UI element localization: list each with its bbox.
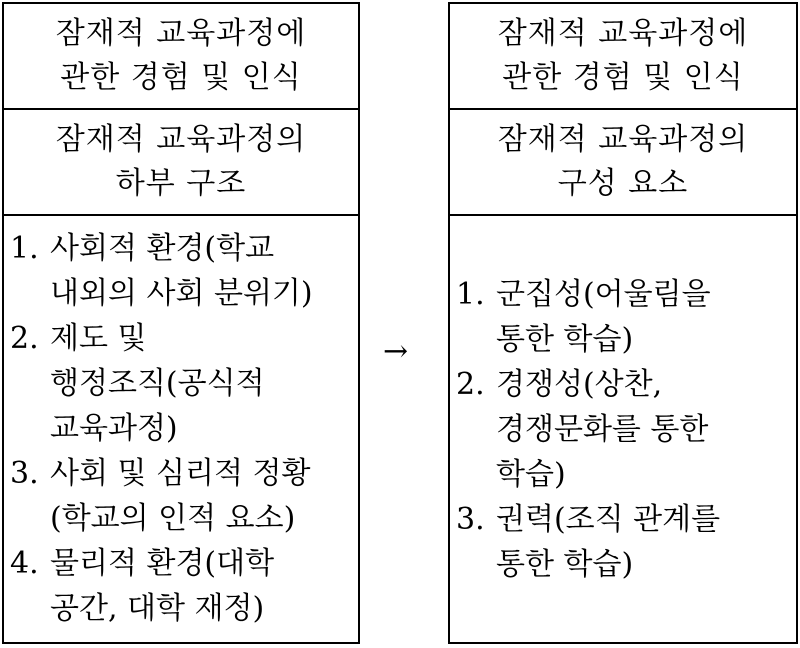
left-list — [4, 226, 358, 631]
list-item-text: 통한 학습) — [496, 547, 634, 582]
list-item-text: 사회적 환경(학교 — [50, 231, 275, 266]
list-item-number: 3. — [456, 502, 485, 537]
left-box — [2, 2, 360, 644]
list-item-text: (학교의 인적 요소) — [50, 501, 296, 536]
left-header-substructure — [4, 108, 358, 214]
right-header-experience — [450, 4, 796, 108]
list-item-number: 1. — [10, 231, 39, 266]
list-item-number: 2. — [10, 321, 39, 356]
right-header-components-line2: 구성 요소 — [557, 166, 689, 201]
left-header-substructure-line1: 잠재적 교육과정의 — [55, 122, 307, 157]
list-item — [4, 541, 358, 631]
right-header-components-line1: 잠재적 교육과정의 — [497, 122, 749, 157]
right-list — [450, 272, 796, 587]
right-box — [448, 2, 798, 644]
list-item-number: 1. — [456, 277, 485, 312]
list-item-text: 공간, 대학 재정) — [50, 591, 265, 626]
list-item-text: 내외의 사회 분위기) — [50, 276, 313, 311]
list-item-text: 사회 및 심리적 정황 — [50, 456, 311, 491]
list-item-text: 제도 및 — [50, 321, 147, 356]
left-list-section — [4, 214, 358, 642]
list-item-text: 교육과정) — [50, 411, 178, 446]
right-arrow-icon: → — [383, 334, 409, 369]
list-item — [4, 316, 358, 451]
list-item-number: 2. — [456, 367, 485, 402]
list-item-text: 경쟁성(상찬, — [496, 367, 663, 402]
right-list-section — [450, 214, 796, 642]
list-item-text: 경쟁문화를 통한 — [496, 412, 709, 447]
list-item — [450, 272, 796, 362]
list-item-text: 군집성(어울림을 — [496, 277, 711, 312]
left-header-experience-line2: 관한 경험 및 인식 — [60, 60, 302, 95]
left-header-experience-line1: 잠재적 교육과정에 — [55, 16, 307, 51]
list-item-text: 권력(조직 관계를 — [496, 502, 721, 537]
right-header-experience-line2: 관한 경험 및 인식 — [502, 60, 744, 95]
left-header-experience — [4, 4, 358, 108]
list-item — [4, 451, 358, 541]
list-item — [4, 226, 358, 316]
left-header-substructure-line2: 하부 구조 — [115, 166, 247, 201]
list-item-number: 3. — [10, 456, 39, 491]
right-header-experience-line1: 잠재적 교육과정에 — [497, 16, 749, 51]
right-header-components — [450, 108, 796, 214]
list-item — [450, 497, 796, 587]
list-item-text: 물리적 환경(대학 — [50, 546, 275, 581]
list-item-text: 학습) — [496, 457, 566, 492]
list-item-number: 4. — [10, 546, 39, 581]
list-item-text: 통한 학습) — [496, 322, 634, 357]
list-item — [450, 362, 796, 497]
list-item-text: 행정조직(공식적 — [50, 366, 265, 401]
